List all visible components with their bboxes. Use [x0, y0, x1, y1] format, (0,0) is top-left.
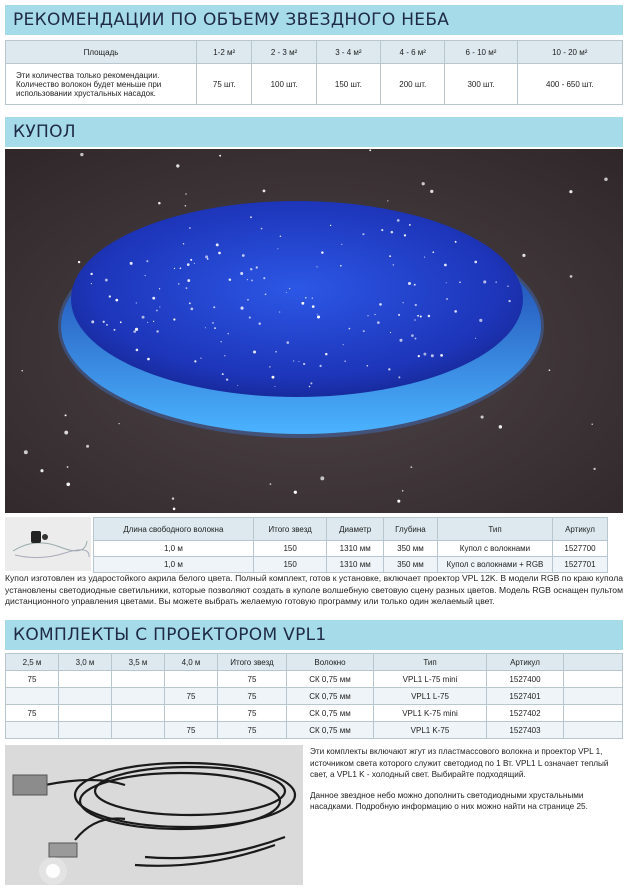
column-header — [564, 654, 623, 671]
section-title: КУПОЛ — [13, 122, 76, 142]
table-cell: 75 — [218, 722, 287, 739]
column-header: Длина свободного волокна — [94, 518, 254, 541]
section-header-kits — [5, 620, 623, 650]
table-cell: 150 шт. — [316, 64, 380, 105]
table-cell: 1310 мм — [327, 557, 383, 573]
column-header: 4 - 6 м² — [381, 41, 445, 64]
table-cell — [165, 671, 218, 688]
table-cell: 200 шт. — [381, 64, 445, 105]
table-row — [6, 671, 623, 688]
column-header: Глубина — [383, 518, 437, 541]
column-header: 2,5 м — [6, 654, 59, 671]
table-cell: 75 — [6, 671, 59, 688]
table-cell: 75 — [165, 722, 218, 739]
table-cell: 350 мм — [383, 557, 437, 573]
table-cell — [59, 671, 112, 688]
table-cell — [165, 705, 218, 722]
table-cell: 1,0 м — [94, 557, 254, 573]
table-cell: Эти количества только рекомендации. Количество волокон будет меньше при использовании хрустальных насадок. — [6, 64, 197, 105]
table-cell: 1527401 — [487, 688, 564, 705]
table-cell: VPL1 L-75 mini — [374, 671, 487, 688]
kits-note — [310, 746, 622, 813]
column-header: Тип — [374, 654, 487, 671]
table-cell: 1527700 — [552, 541, 607, 557]
table-cell: 1527402 — [487, 705, 564, 722]
table-cell: 150 — [253, 557, 327, 573]
table-cell: 75 — [218, 688, 287, 705]
column-header: Итого звезд — [218, 654, 287, 671]
column-header: 3,0 м — [59, 654, 112, 671]
column-header: Артикул — [552, 518, 607, 541]
column-header: 3 - 4 м² — [316, 41, 380, 64]
table-cell: 75 — [6, 705, 59, 722]
dome-thumbnail — [5, 517, 91, 571]
table-cell — [59, 688, 112, 705]
table-cell: VPL1 K-75 mini — [374, 705, 487, 722]
table-cell: 75 — [218, 671, 287, 688]
table-row — [94, 541, 608, 557]
table-row — [6, 705, 623, 722]
kits-note-paragraph: Данное звездное небо можно дополнить светодиодными хрустальными насадками. Подробную информацию о них можно найти на странице 25. — [310, 790, 588, 812]
table-cell: 1,0 м — [94, 541, 254, 557]
table-cell: 75 шт. — [197, 64, 252, 105]
table-cell: 300 шт. — [445, 64, 517, 105]
table-cell: 350 мм — [383, 541, 437, 557]
table-row — [6, 722, 623, 739]
table-cell — [112, 705, 165, 722]
table-header-row — [6, 41, 623, 64]
kits-table — [5, 653, 623, 739]
column-header: 2 - 3 м² — [252, 41, 316, 64]
table-header-row — [6, 654, 623, 671]
table-cell — [564, 671, 623, 688]
kits-note-paragraph: Эти комплекты включают жгут из пластмассового волокна и проектор VPL 1, источником света которого служит светодиод по 1 Вт. VPL1 L означает теплый свет, а VPL1 K - холодный свет. Выбирайте подходящий. — [310, 747, 609, 780]
section-header-recommendations — [5, 5, 623, 35]
table-cell — [6, 688, 59, 705]
table-cell — [112, 688, 165, 705]
column-header: Диаметр — [327, 518, 383, 541]
column-header: Площадь — [6, 41, 197, 64]
column-header: Волокно — [287, 654, 374, 671]
table-cell — [564, 688, 623, 705]
column-header: 3,5 м — [112, 654, 165, 671]
table-cell: СК 0,75 мм — [287, 722, 374, 739]
table-cell — [59, 705, 112, 722]
section-title: КОМПЛЕКТЫ С ПРОЕКТОРОМ VPL1 — [13, 625, 327, 645]
dome-table — [93, 517, 608, 573]
table-cell: 1527403 — [487, 722, 564, 739]
table-row — [6, 688, 623, 705]
section-header-dome — [5, 117, 623, 147]
table-cell — [112, 722, 165, 739]
kit-photo — [5, 745, 303, 885]
table-cell: VPL1 L-75 — [374, 688, 487, 705]
column-header: 10 - 20 м² — [517, 41, 623, 64]
table-cell: Купол с волокнами + RGB — [437, 557, 552, 573]
column-header: 4,0 м — [165, 654, 218, 671]
table-cell — [59, 722, 112, 739]
column-header: 1-2 м² — [197, 41, 252, 64]
recommendations-table — [5, 40, 623, 105]
section-title: РЕКОМЕНДАЦИИ ПО ОБЪЕМУ ЗВЕЗДНОГО НЕБА — [13, 10, 450, 30]
table-cell — [6, 722, 59, 739]
table-cell: Купол с волокнами — [437, 541, 552, 557]
table-cell: 1527400 — [487, 671, 564, 688]
table-cell: 1310 мм — [327, 541, 383, 557]
table-cell: СК 0,75 мм — [287, 671, 374, 688]
table-cell: VPL1 K-75 — [374, 722, 487, 739]
table-row — [94, 557, 608, 573]
table-cell: СК 0,75 мм — [287, 688, 374, 705]
table-cell: СК 0,75 мм — [287, 705, 374, 722]
column-header: 6 - 10 м² — [445, 41, 517, 64]
table-cell — [564, 722, 623, 739]
table-cell: 1527701 — [552, 557, 607, 573]
dome-description: Купол изготовлен из ударостойкого акрила белого цвета. Полный комплект, готов к установке, включает проектор VPL 12K. В модели RGB по краю купола установлены светодиодные светильники, которые позволяют создать в куполе волшебную световую сцену разных цветов. Модель RGB оснащен пультом дистанционного управления цветами. Вы можете выбрать желаемую готовую программу или только один желаемый цвет. — [5, 573, 623, 607]
column-header: Итого звезд — [253, 518, 327, 541]
table-cell: 100 шт. — [252, 64, 316, 105]
dome-photo — [5, 149, 623, 513]
table-cell: 75 — [218, 705, 287, 722]
table-cell: 75 — [165, 688, 218, 705]
column-header: Тип — [437, 518, 552, 541]
table-header-row — [94, 518, 608, 541]
table-row — [6, 64, 623, 105]
table-cell: 150 — [253, 541, 327, 557]
table-cell — [564, 705, 623, 722]
table-cell — [112, 671, 165, 688]
table-cell: 400 - 650 шт. — [517, 64, 623, 105]
column-header: Артикул — [487, 654, 564, 671]
